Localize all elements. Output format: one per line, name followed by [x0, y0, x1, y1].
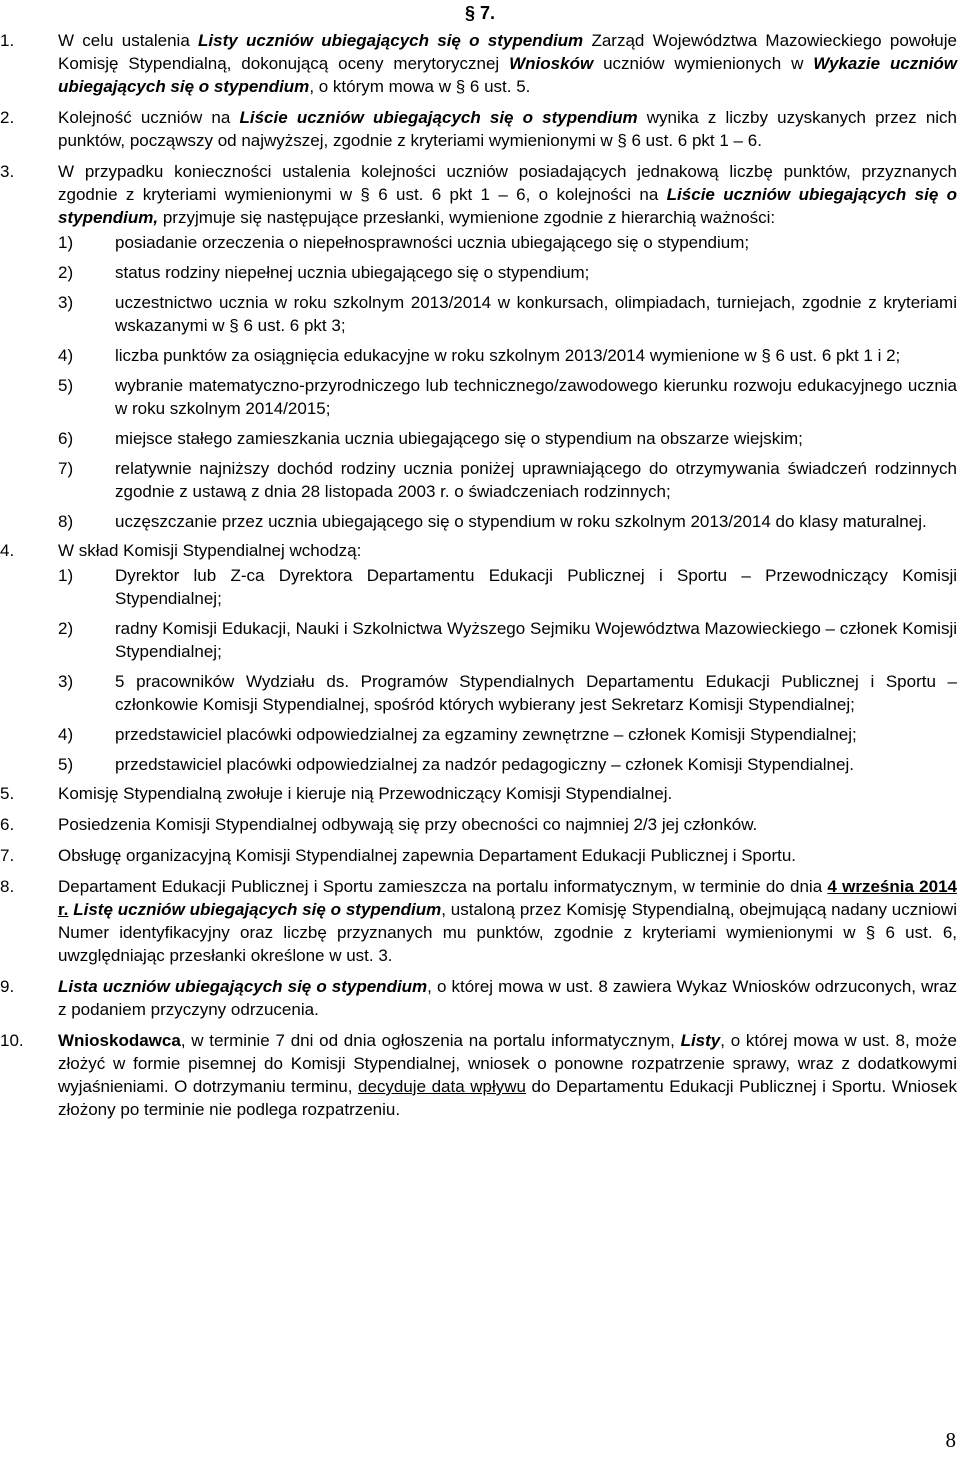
list-item-number: 2) — [58, 263, 74, 282]
paragraph-text: Obsługę organizacyjną Komisji Stypendialnej zapewnia Departament Edukacji Publicznej i Sportu. — [58, 846, 797, 865]
paragraph-3 — [0, 160, 957, 229]
list-item — [0, 231, 957, 254]
paragraph-1 — [0, 29, 957, 98]
list-item-text: posiadanie orzeczenia o niepełnosprawności ucznia ubiegającego się o stypendium; — [115, 233, 750, 252]
paragraph-text: W celu ustalenia — [58, 31, 199, 50]
paragraph-text: Komisję Stypendialną zwołuje i kieruje nią Przewodniczący Komisji Stypendialnej. — [58, 784, 673, 803]
list-item-number: 6) — [58, 429, 74, 448]
paragraph-6 — [0, 813, 957, 836]
paragraph-text: W skład Komisji Stypendialnej wchodzą: — [58, 541, 362, 560]
list-item-text: uczęszczanie przez ucznia ubiegającego się o stypendium w roku szkolnym 2013/2014 do klasy maturalnej. — [115, 512, 927, 531]
paragraph-number: 1. — [0, 31, 15, 50]
list-item — [0, 457, 957, 503]
paragraph-text: Kolejność uczniów na — [58, 108, 240, 127]
paragraph-number: 7. — [0, 846, 15, 865]
list-item — [0, 291, 957, 337]
paragraph-text: , o którym mowa w § 6 ust. 5. — [309, 77, 531, 96]
list-item-text: status rodziny niepełnej ucznia ubiegającego się o stypendium; — [115, 263, 590, 282]
list-item — [0, 344, 957, 367]
paragraph-text: , o której mowa w ust. 8, może złożyć w formie pisemnej do Komisji Stypendialnej, wniosek o ponowne rozpatrzenie sprawy, wraz z dodatkowymi wyjaśnieniami. O dotrzymaniu terminu, — [58, 1031, 957, 1096]
paragraph-number: 9. — [0, 977, 15, 996]
list-item-text: relatywnie najniższy dochód rodziny ucznia poniżej uprawniającego do otrzymywania świadczeń rodzinnych zgodnie z ustawą z dnia 28 listopada 2003 r. o świadczeniach rodzinnych; — [115, 459, 957, 501]
paragraph-7 — [0, 844, 957, 867]
paragraph-2 — [0, 106, 957, 152]
list-item-text: przedstawiciel placówki odpowiedzialnej za nadzór pedagogiczny – członek Komisji Stypendialnej. — [115, 755, 854, 774]
paragraph-text: Liście uczniów ubiegających się o stypendium — [239, 108, 638, 127]
paragraph-text: uczniów wymienionych w — [593, 54, 814, 73]
list-item-text: 5 pracowników Wydziału ds. Programów Stypendialnych Departamentu Edukacji Publicznej i Sportu – członkowie Komisji Stypendialnej, spośród których wybierany jest Sekretarz Komisji Stypendialnej; — [115, 672, 957, 714]
list-item-text: miejsce stałego zamieszkania ucznia ubiegającego się o stypendium na obszarze wiejskim; — [115, 429, 803, 448]
paragraph-text: Posiedzenia Komisji Stypendialnej odbywają się przy obecności co najmniej 2/3 jej członków. — [58, 815, 758, 834]
paragraph-text: Lista uczniów ubiegających się o stypendium — [58, 977, 428, 996]
list-item — [0, 374, 957, 420]
paragraph-number: 10. — [0, 1031, 24, 1050]
list-item — [0, 510, 957, 533]
paragraph-text: Listę uczniów ubiegających się o stypendium — [73, 900, 442, 919]
paragraph-text: Liście uczniów ubiegających się o stypendium, — [58, 185, 957, 227]
list-item-number: 4) — [58, 346, 74, 365]
document-body — [0, 29, 957, 1129]
paragraph-text: Zarząd Województwa Mazowieckiego powołuje Komisję Stypendialną, dokonującą oceny merytorycznej — [58, 31, 957, 73]
list-item-text: przedstawiciel placówki odpowiedzialnej za egzaminy zewnętrzne – członek Komisji Stypendialnej; — [115, 725, 857, 744]
list-item-text: uczestnictwo ucznia w roku szkolnym 2013/2014 w konkursach, olimpiadach, turniejach, zgodnie z kryteriami wskazanymi w § 6 ust. 6 pkt 3; — [115, 293, 957, 335]
page-number: 8 — [945, 1428, 956, 1452]
list-item — [0, 427, 957, 450]
list-item-number: 5) — [58, 376, 74, 395]
paragraph-text: Wykazie uczniów ubiegających się o stypendium — [58, 54, 958, 96]
paragraph-text: wynika z liczby uzyskanych przez nich punktów, począwszy od najwyższej, zgodnie z kryteriami wymienionymi w § 6 ust. 6 pkt 1 – 6. — [58, 108, 958, 150]
paragraph-number: 6. — [0, 815, 15, 834]
list-item-number: 1) — [58, 233, 74, 252]
paragraph-5 — [0, 782, 957, 805]
paragraph-10 — [0, 1029, 957, 1121]
paragraph-number: 5. — [0, 784, 15, 803]
paragraph-text: , w terminie 7 dni od dnia ogłoszenia na portalu informatycznym, — [180, 1031, 681, 1050]
list-item-number: 5) — [58, 755, 74, 774]
list-item — [0, 753, 957, 776]
list-item-text: Dyrektor lub Z-ca Dyrektora Departamentu Edukacji Publicznej i Sportu – Przewodniczący Komisji Stypendialnej; — [115, 566, 957, 608]
paragraph-text: Departament Edukacji Publicznej i Sportu zamieszcza na portalu informatycznym, w terminie do dnia — [58, 877, 828, 896]
paragraph-text: Listy uczniów ubiegających się o stypendium — [198, 31, 584, 50]
paragraph-9 — [0, 975, 957, 1021]
paragraph-text: do Departamentu Edukacji Publicznej i Sportu. Wniosek złożony po terminie nie podlega rozpatrzeniu. — [58, 1077, 957, 1119]
list-item-text: liczba punktów za osiągnięcia edukacyjne w roku szkolnym 2013/2014 wymienione w § 6 ust. 6 pkt 1 i 2; — [115, 346, 901, 365]
list-item-number: 4) — [58, 725, 74, 744]
section-heading: § 7. — [464, 3, 496, 23]
paragraph-number: 2. — [0, 108, 15, 127]
paragraph-text: Wniosków — [509, 54, 594, 73]
paragraph-number: 8. — [0, 877, 15, 896]
list-item-number: 8) — [58, 512, 74, 531]
list-item-text: wybranie matematyczno-przyrodniczego lub technicznego/zawodowego kierunku rozwoju edukacyjnego ucznia w roku szkolnym 2014/2015; — [115, 376, 957, 418]
paragraph-number: 3. — [0, 162, 15, 181]
list-item — [0, 564, 957, 610]
list-item — [0, 261, 957, 284]
paragraph-text: przyjmuje się następujące przesłanki, wymienione zgodnie z hierarchią ważności: — [158, 208, 776, 227]
paragraph-text: decyduje data wpływu — [357, 1077, 526, 1096]
paragraph-text: Listy — [680, 1031, 721, 1050]
list-item-number: 3) — [58, 293, 74, 312]
list-item — [0, 723, 957, 746]
list-item — [0, 617, 957, 663]
paragraph-number: 4. — [0, 541, 15, 560]
paragraph-text: Wnioskodawca — [58, 1031, 181, 1050]
paragraph-4 — [0, 539, 957, 562]
list-item-number: 1) — [58, 566, 74, 585]
list-item — [0, 670, 957, 716]
list-item-number: 7) — [58, 459, 74, 478]
paragraph-text: , o której mowa w ust. 8 zawiera Wykaz Wniosków odrzuconych, wraz z podaniem przyczyny odrzucenia. — [58, 977, 957, 1019]
list-item-text: radny Komisji Edukacji, Nauki i Szkolnictwa Wyższego Sejmiku Województwa Mazowieckiego – członek Komisji Stypendialnej; — [115, 619, 957, 661]
list-item-number: 2) — [58, 619, 74, 638]
paragraph-8 — [0, 875, 957, 967]
paragraph-text: , ustaloną przez Komisję Stypendialną, obejmującą nadany uczniowi Numer identyfikacyjny oraz liczbę przyznanych mu punktów, zgodnie z kryteriami wymienionymi w § 6 ust. 6, uwzględniając przesłanki określone w ust. 3. — [58, 900, 957, 965]
paragraph-text: W przypadku konieczności ustalenia kolejności uczniów posiadających jednakową liczbę punktów, przyznanych zgodnie z kryteriami wymienionymi w § 6 ust. 6 pkt 1 – 6, o kolejności na — [58, 162, 957, 204]
paragraph-text: 4 września 2014 r. — [58, 877, 957, 919]
list-item-number: 3) — [58, 672, 74, 691]
